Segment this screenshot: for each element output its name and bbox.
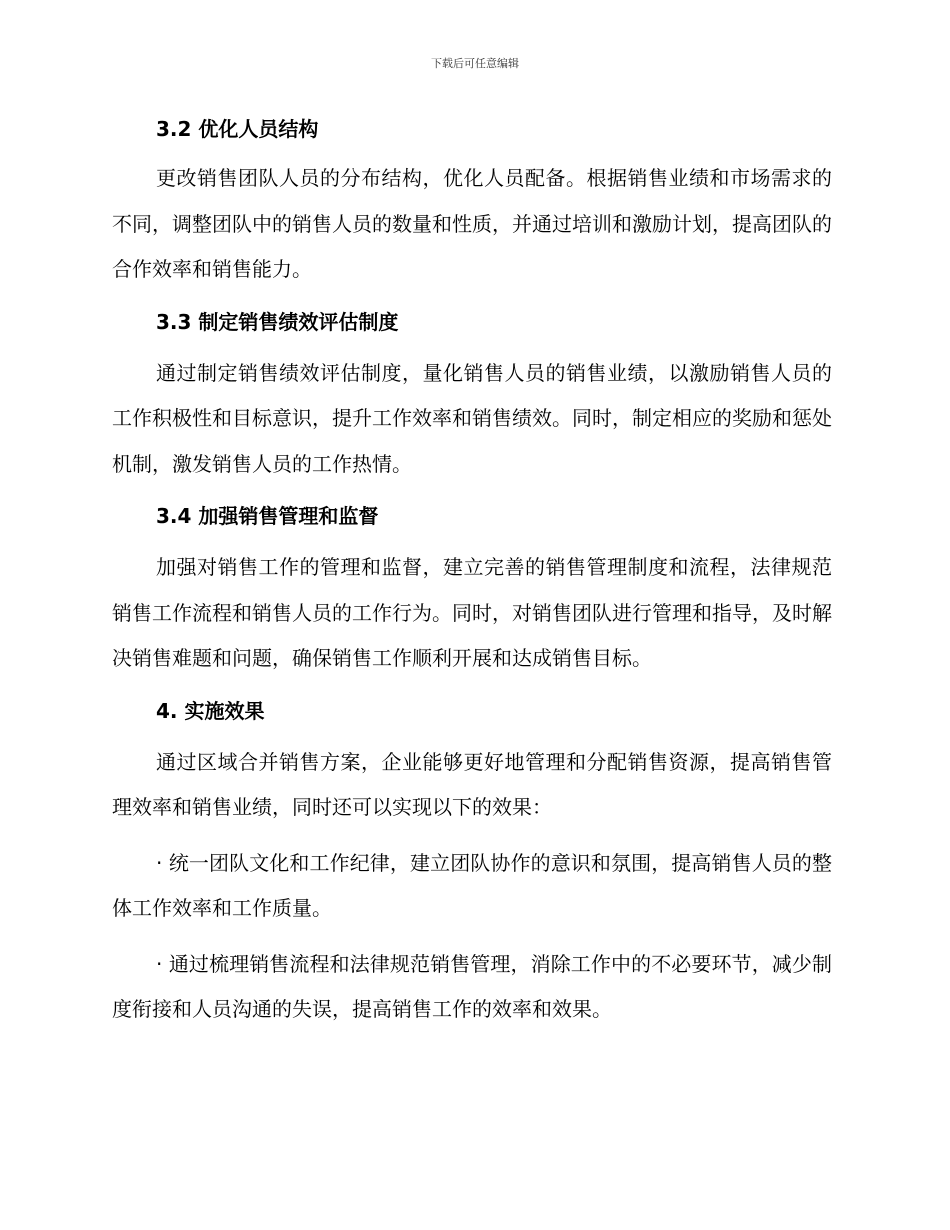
section-heading: 3.2 优化人员结构	[156, 117, 319, 141]
paragraph: 通过制定销售绩效评估制度，量化销售人员的销售业绩，以激励销售人员的工作积极性和目标意识，提升工作效率和销售绩效。同时，制定相应的奖励和惩处机制，激发销售人员的工作热情。	[112, 360, 832, 476]
paragraph: 加强对销售工作的管理和监督，建立完善的销售管理制度和流程，法律规范销售工作流程和销售人员的工作行为。同时，对销售团队进行管理和指导，及时解决销售难题和问题，确保销售工作顺利开展和达成销售目标。	[112, 555, 832, 670]
section-heading: 3.3 制定销售绩效评估制度	[156, 309, 399, 334]
page-header-note: 下载后可任意编辑	[431, 57, 519, 70]
bullet-paragraph: · 通过梳理销售流程和法律规范销售管理，消除工作中的不必要环节，减少制度衔接和人员沟通的失误，提高销售工作的效率和效果。	[112, 951, 832, 1021]
section-heading: 3.4 加强销售管理和监督	[156, 504, 379, 528]
document-body	[112, 114, 832, 1033]
section-heading: 4. 实施效果	[156, 698, 265, 723]
paragraph: 通过区域合并销售方案，企业能够更好地管理和分配销售资源，提高销售管理效率和销售业绩，同时还可以实现以下的效果：	[112, 749, 832, 819]
paragraph: 更改销售团队人员的分布结构，优化人员配备。根据销售业绩和市场需求的不同，调整团队中的销售人员的数量和性质，并通过培训和激励计划，提高团队的合作效率和销售能力。	[112, 166, 832, 281]
bullet-paragraph: · 统一团队文化和工作纪律，建立团队协作的意识和氛围，提高销售人员的整体工作效率和工作质量。	[112, 850, 832, 920]
